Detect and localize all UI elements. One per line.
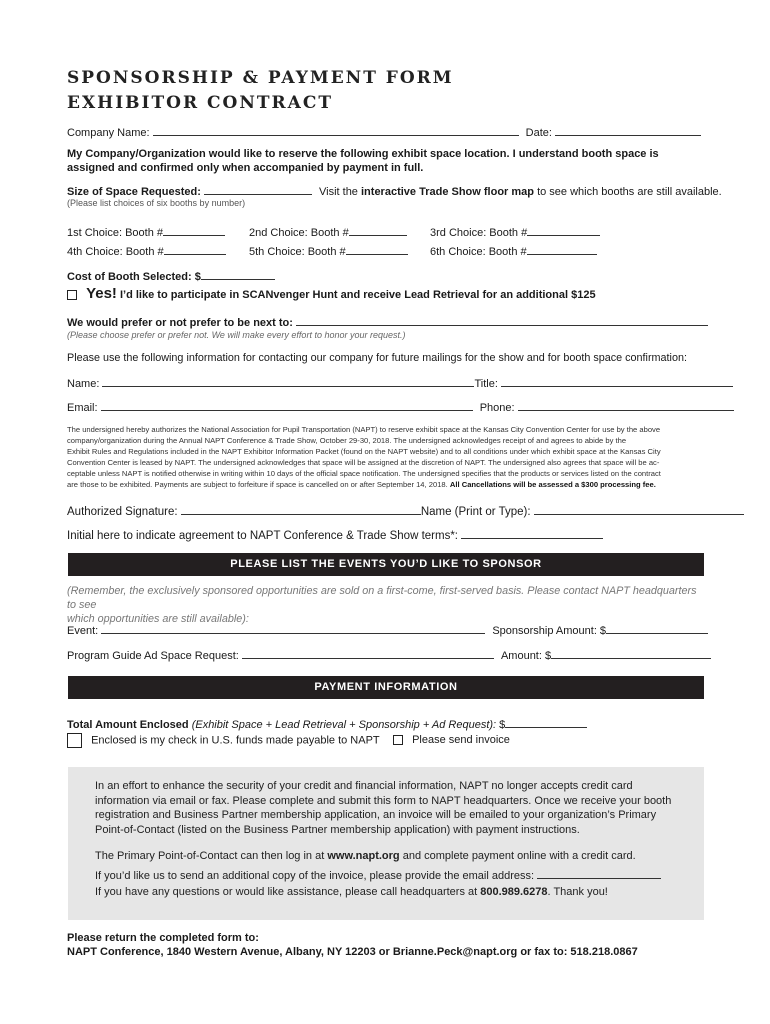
check-option-label: Enclosed is my check in U.S. funds made payable to NAPT	[91, 734, 380, 747]
choice-5	[249, 243, 408, 258]
contact-phone-label: Phone:	[479, 402, 515, 414]
legal-line: company/organization during the Annual NAPT Conference & Trade Show, October 29-30, 2018. The undersigned acknowledges receipt of and agrees to abide by the	[67, 436, 627, 445]
sponsorship-amount-label: Sponsorship Amount: $	[492, 625, 607, 637]
sponsorship-amount-field[interactable]	[606, 622, 708, 634]
security-paragraph: In an effort to enhance the security of your credit and financial information, NAPT no longer accepts credit card information via email or fax. Please complete and submit this form to NAPT headquarters. Once we receive your booth registration and Business Partner membership application, an invoice will be emailed to your organization’s Primary Point-of-Contact (listed on the Business Partner membership application) with payment instructions.	[95, 780, 672, 836]
choice-1-field[interactable]	[163, 224, 225, 236]
check-checkbox[interactable]	[67, 733, 82, 748]
contact-title-field[interactable]	[501, 375, 733, 387]
initial-label: Initial here to indicate agreement to NAPT Conference & Trade Show terms*:	[67, 530, 458, 542]
floor-map-link[interactable]: interactive Trade Show floor map	[361, 186, 534, 198]
choice-2	[249, 224, 407, 239]
cancellation-fee-note: All Cancellations will be assessed a $300 processing fee.	[449, 480, 656, 489]
visit-text-2: to see which booths are still available.	[537, 186, 722, 198]
prefer-field[interactable]	[296, 314, 708, 326]
date-label: Date:	[525, 127, 552, 139]
company-name-row	[67, 124, 701, 139]
choice-5-label: 5th Choice: Booth #	[249, 246, 346, 258]
prefer-note: (Please choose prefer or prefer not. We will make every effort to honor your request.)	[67, 330, 406, 340]
legal-terms	[67, 424, 707, 490]
choice-6-label: 6th Choice: Booth #	[430, 246, 527, 258]
scavenger-row	[67, 285, 596, 302]
space-size-field[interactable]	[204, 183, 312, 195]
event-field[interactable]	[101, 622, 485, 634]
choice-3-label: 3rd Choice: Booth #	[430, 227, 528, 239]
choice-6-field[interactable]	[527, 243, 597, 255]
invoice-email-field[interactable]	[537, 867, 661, 879]
booth-list-note: (Please list choices of six booths by number)	[67, 198, 246, 208]
date-field[interactable]	[555, 124, 701, 136]
contact-name-label: Name:	[67, 378, 100, 390]
login-instruction: The Primary Point-of-Contact can then log in at www.napt.org and complete payment online with a credit card.	[95, 850, 636, 862]
booth-cost-field[interactable]	[201, 268, 275, 280]
print-name-field[interactable]	[534, 503, 744, 515]
event-row	[67, 622, 708, 637]
initial-row	[67, 527, 603, 542]
choice-5-field[interactable]	[346, 243, 408, 255]
legal-line: are those to be exhibited. Payments are subject to forfeiture if space is cancelled on or after September 14, 2018. All Cancellations will be assessed a $300 processing fee.	[67, 480, 656, 489]
choice-2-field[interactable]	[349, 224, 407, 236]
choice-1	[67, 224, 225, 239]
intro-statement: My Company/Organization would like to reserve the following exhibit space location. I understand booth space is assigned and confirmed only when accompanied by payment in full.	[67, 148, 659, 174]
choice-4-label: 4th Choice: Booth #	[67, 246, 164, 258]
choice-2-label: 2nd Choice: Booth #	[249, 227, 349, 239]
signature-field[interactable]	[181, 503, 421, 515]
company-name-label: Company Name:	[67, 127, 150, 139]
prefer-label: We would prefer or not prefer to be next to:	[67, 317, 293, 329]
choice-1-label: 1st Choice: Booth #	[67, 227, 164, 239]
return-address: NAPT Conference, 1840 Western Avenue, Albany, NY 12203 or Brianne.Peck@napt.org or fax to: 518.218.0867	[67, 946, 638, 958]
choice-6	[430, 243, 597, 258]
space-size-label: Size of Space Requested:	[67, 186, 201, 198]
events-section-header: PLEASE LIST THE EVENTS YOU’D LIKE TO SPONSOR	[68, 553, 704, 576]
contact-phone-field[interactable]	[518, 399, 734, 411]
ad-amount-label: Amount: $	[500, 650, 552, 662]
ad-space-row	[67, 647, 711, 662]
help-instruction: If you have any questions or would like assistance, please call headquarters at 800.989.6278. Thank you!	[95, 886, 608, 898]
choice-4-field[interactable]	[164, 243, 226, 255]
headquarters-phone: 800.989.6278	[480, 886, 548, 898]
legal-line: The undersigned hereby authorizes the National Association for Pupil Transportation (NAPT) to reserve exhibit space at the Kansas City Convention Center for use by the above	[67, 425, 661, 434]
scavenger-text: I’d like to participate in SCANvenger Hunt and receive Lead Retrieval for an additional $125	[119, 289, 596, 301]
ad-amount-field[interactable]	[551, 647, 711, 659]
total-amount-dollar: $	[499, 719, 506, 731]
choice-4	[67, 243, 226, 258]
contact-email-label: Email:	[67, 402, 98, 414]
signature-row	[67, 503, 744, 518]
payment-section-header: PAYMENT INFORMATION	[68, 676, 704, 699]
signature-label: Authorized Signature:	[67, 506, 178, 518]
booth-cost-label: Cost of Booth Selected: $	[67, 271, 201, 283]
contact-name-row	[67, 375, 733, 390]
total-amount-field[interactable]	[505, 716, 587, 728]
check-option-row	[67, 733, 380, 748]
contact-email-row	[67, 399, 734, 414]
invoice-option-label: Please send invoice	[412, 734, 510, 746]
legal-line: Exhibit Rules and Regulations included in the NAPT Exhibitor Information Packet (found on the NAPT website) and to all conditions under which exhibit space at the Kansas City	[67, 447, 661, 456]
form-title: SPONSORSHIP & PAYMENT FORM	[67, 68, 454, 88]
booth-cost-row	[67, 268, 275, 283]
print-name-label: Name (Print or Type):	[420, 506, 531, 518]
initial-field[interactable]	[461, 527, 603, 539]
space-size-row	[67, 183, 722, 198]
events-note-line: which opportunities are still available):	[67, 613, 249, 625]
contact-title-label: Title:	[474, 378, 498, 390]
total-amount-label: Total Amount Enclosed	[67, 719, 189, 731]
legal-line: ceptable unless NAPT is notified otherwise in writing within 10 days of the official space notification. The undersigned specifies that the products or services listed on the contract	[67, 469, 661, 478]
invoice-copy-instruction: If you’d like us to send an additional copy of the invoice, please provide the email address:	[95, 867, 685, 884]
choice-3-field[interactable]	[527, 224, 600, 236]
contact-instruction: Please use the following information for contacting our company for future mailings for the show and for booth space confirmation:	[67, 352, 687, 364]
total-amount-row	[67, 716, 587, 731]
contact-email-field[interactable]	[101, 399, 473, 411]
visit-text-1: Visit the	[319, 186, 358, 198]
total-amount-detail: (Exhibit Space + Lead Retrieval + Sponsorship + Ad Request):	[191, 719, 497, 731]
prefer-row	[67, 314, 708, 329]
events-note	[67, 584, 707, 626]
events-note-line: (Remember, the exclusively sponsored opportunities are sold on a first-come, first-served basis. Please contact NAPT headquarters to see	[67, 585, 697, 611]
scavenger-checkbox[interactable]	[67, 290, 77, 300]
napt-website-link[interactable]: www.napt.org	[327, 850, 400, 862]
choice-3	[430, 224, 600, 239]
event-label: Event:	[67, 625, 99, 637]
return-instruction: Please return the completed form to:	[67, 932, 259, 944]
security-notice-box	[68, 767, 704, 920]
ad-space-label: Program Guide Ad Space Request:	[67, 650, 239, 662]
invoice-option-row	[393, 734, 510, 746]
form-subtitle: EXHIBITOR CONTRACT	[67, 93, 334, 113]
scavenger-yes: Yes!	[86, 285, 117, 302]
ad-space-field[interactable]	[242, 647, 494, 659]
company-name-field[interactable]	[153, 124, 519, 136]
legal-line: Convention Center is leased by NAPT. The undersigned acknowledges that space will be assigned at the discretion of NAPT. The undersigned also agrees that space will be ac-	[67, 458, 660, 467]
invoice-checkbox[interactable]	[393, 735, 403, 745]
contact-name-field[interactable]	[102, 375, 474, 387]
